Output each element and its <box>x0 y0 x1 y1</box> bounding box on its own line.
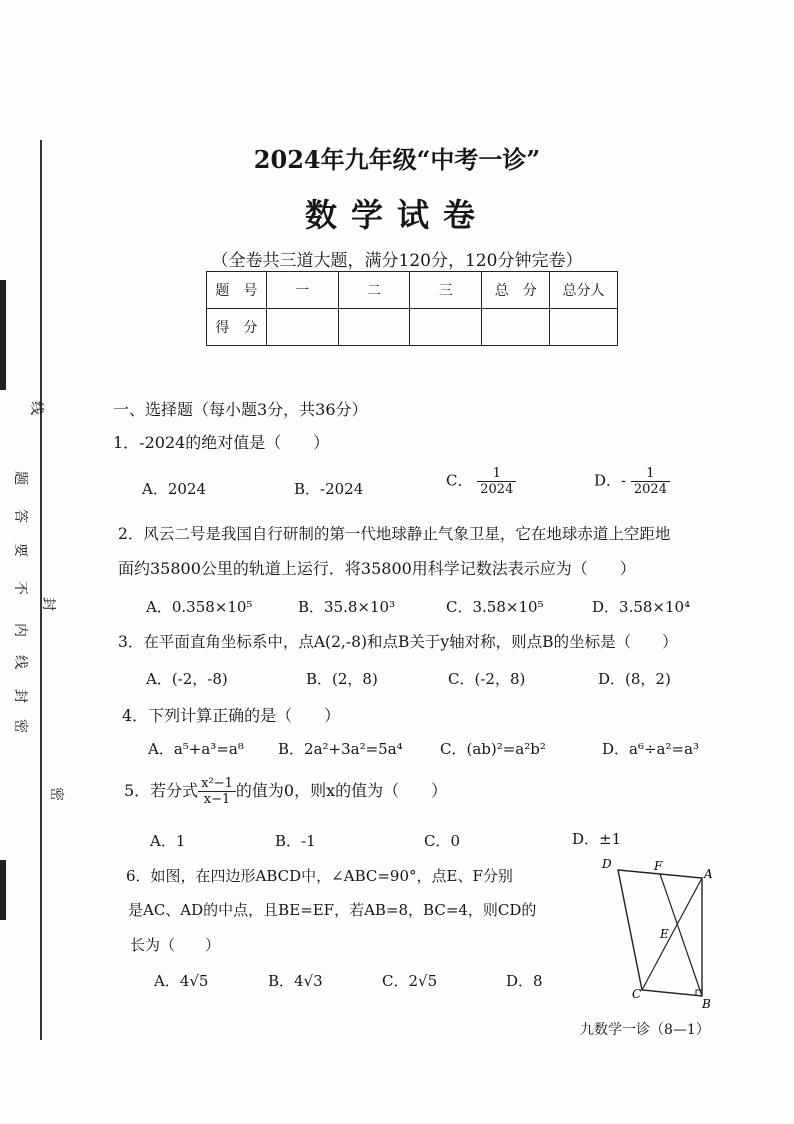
score-table-score-row <box>207 309 618 346</box>
score-header-cell: 一 <box>266 272 338 309</box>
margin-char: 答 <box>12 509 28 523</box>
margin-char: 线 <box>28 401 44 415</box>
label-a: A <box>704 867 713 881</box>
diagonal-ac <box>642 878 702 990</box>
exam-title: 2024年九年级“中考一诊” <box>253 145 541 174</box>
question-1-stem: 1．-2024的绝对值是（ ） <box>113 433 330 452</box>
question-1-option-b: B．-2024 <box>294 480 364 498</box>
score-cell[interactable] <box>338 309 410 346</box>
question-4-option-d: D．a⁶÷a²=a³ <box>602 740 700 758</box>
margin-char: 封 <box>40 597 56 611</box>
question-6-option-c: C．2√5 <box>382 972 438 990</box>
score-header-cell: 总分人 <box>550 272 618 309</box>
page-footer: 九数学一诊（8—1） <box>580 1022 710 1038</box>
quadrilateral-figure <box>598 852 718 1012</box>
question-2-option-a: A．0.358×10⁵ <box>146 598 253 616</box>
question-5-fraction <box>198 776 236 807</box>
label-b: B <box>702 997 711 1011</box>
margin-char: 密 <box>12 719 28 733</box>
margin-char: 题 <box>12 471 28 485</box>
scan-edge-mark <box>0 280 6 390</box>
option-d-fraction <box>631 466 670 497</box>
score-cell[interactable] <box>550 309 618 346</box>
question-5-stem-post: 的值为0，则x的值为（ ） <box>235 781 448 800</box>
question-2-option-b: B．35.8×10³ <box>298 598 396 616</box>
fraction-denominator: x−1 <box>203 792 231 807</box>
score-table <box>206 271 618 346</box>
question-3-option-d: D．(8，2) <box>598 670 671 688</box>
question-3-stem: 3．在平面直角坐标系中，点A(2,-8)和点B关于y轴对称，则点B的坐标是（ ） <box>118 633 678 651</box>
margin-char: 内 <box>12 623 28 637</box>
margin-char: 线 <box>12 655 28 669</box>
margin-char: 要 <box>12 543 28 557</box>
label-e: E <box>660 927 669 941</box>
score-cell[interactable] <box>410 309 482 346</box>
score-cell[interactable] <box>266 309 338 346</box>
question-5-option-b: B．-1 <box>275 832 316 850</box>
question-5-option-a: A．1 <box>150 832 186 850</box>
fraction-numerator: x²−1 <box>198 776 236 792</box>
question-3-option-c: C．(-2，8) <box>448 670 526 688</box>
question-2-stem-line1: 2．风云二号是我国自行研制的第一代地球静止气象卫星，它在地球赤道上空距地 <box>118 525 671 543</box>
question-3-option-b: B．(2，8) <box>306 670 378 688</box>
label-c: C <box>632 987 642 1001</box>
section-title: 一、选择题（每小题3分，共36分） <box>113 400 368 419</box>
score-header-cell: 题 号 <box>207 272 267 309</box>
score-row-label: 得 分 <box>207 309 267 346</box>
question-4-option-c: C．(ab)²=a²b² <box>440 740 546 758</box>
question-2-stem-line2: 面约35800公里的轨道上运行．将35800用科学记数法表示应为（ ） <box>118 559 636 578</box>
option-c-label: C． <box>446 471 473 490</box>
exam-instructions: （全卷共三道大题，满分120分，120分钟完卷） <box>211 251 583 271</box>
margin-char: 不 <box>12 581 28 595</box>
score-table-header-row <box>207 272 618 309</box>
question-6-option-a: A．4√5 <box>154 972 209 990</box>
question-5-option-c: C．0 <box>424 832 461 850</box>
question-4-stem: 4．下列计算正确的是（ ） <box>122 706 341 725</box>
question-4-option-a: A．a⁵+a³=a⁸ <box>148 740 244 758</box>
label-f: F <box>654 859 663 873</box>
margin-char: 封 <box>12 689 28 703</box>
option-d-label: D．- <box>594 471 627 490</box>
question-1-option-a: A．2024 <box>142 480 207 498</box>
question-2-option-c: C．3.58×10⁵ <box>446 598 544 616</box>
question-6-option-d: D．8 <box>506 972 543 990</box>
scan-edge-mark <box>0 860 6 920</box>
question-5-stem-pre: 5．若分式 <box>124 781 199 800</box>
question-6-option-b: B．4√3 <box>268 972 323 990</box>
question-2-option-d: D．3.58×10⁴ <box>592 598 691 616</box>
fraction-denominator: 2024 <box>480 482 514 497</box>
question-1-option-c <box>446 466 516 497</box>
question-6-stem-line1: 6．如图，在四边形ABCD中，∠ABC=90°，点E、F分别 <box>126 867 513 885</box>
question-6-stem-line3: 长为（ ） <box>130 936 221 954</box>
question-4-option-b: B．2a²+3a²=5a⁴ <box>278 740 403 758</box>
score-cell[interactable] <box>482 309 550 346</box>
fraction-numerator: 1 <box>477 466 516 482</box>
label-d: D <box>602 857 612 871</box>
question-1-option-d <box>594 466 670 497</box>
question-5-option-d: D．±1 <box>572 830 622 848</box>
question-6-stem-line2: 是AC、AD的中点，且BE=EF，若AB=8，BC=4，则CD的 <box>128 901 537 919</box>
binding-line <box>40 140 42 1040</box>
question-3-option-a: A．(-2，-8) <box>146 670 228 688</box>
score-header-cell: 二 <box>338 272 410 309</box>
fraction-denominator: 2024 <box>633 482 667 497</box>
option-c-fraction <box>477 466 516 497</box>
fraction-numerator: 1 <box>631 466 670 482</box>
exam-subject: 数学试卷 <box>304 196 489 234</box>
question-5-stem <box>124 776 447 807</box>
score-header-cell: 三 <box>410 272 482 309</box>
margin-char: 密 <box>48 787 64 801</box>
score-header-cell: 总 分 <box>482 272 550 309</box>
